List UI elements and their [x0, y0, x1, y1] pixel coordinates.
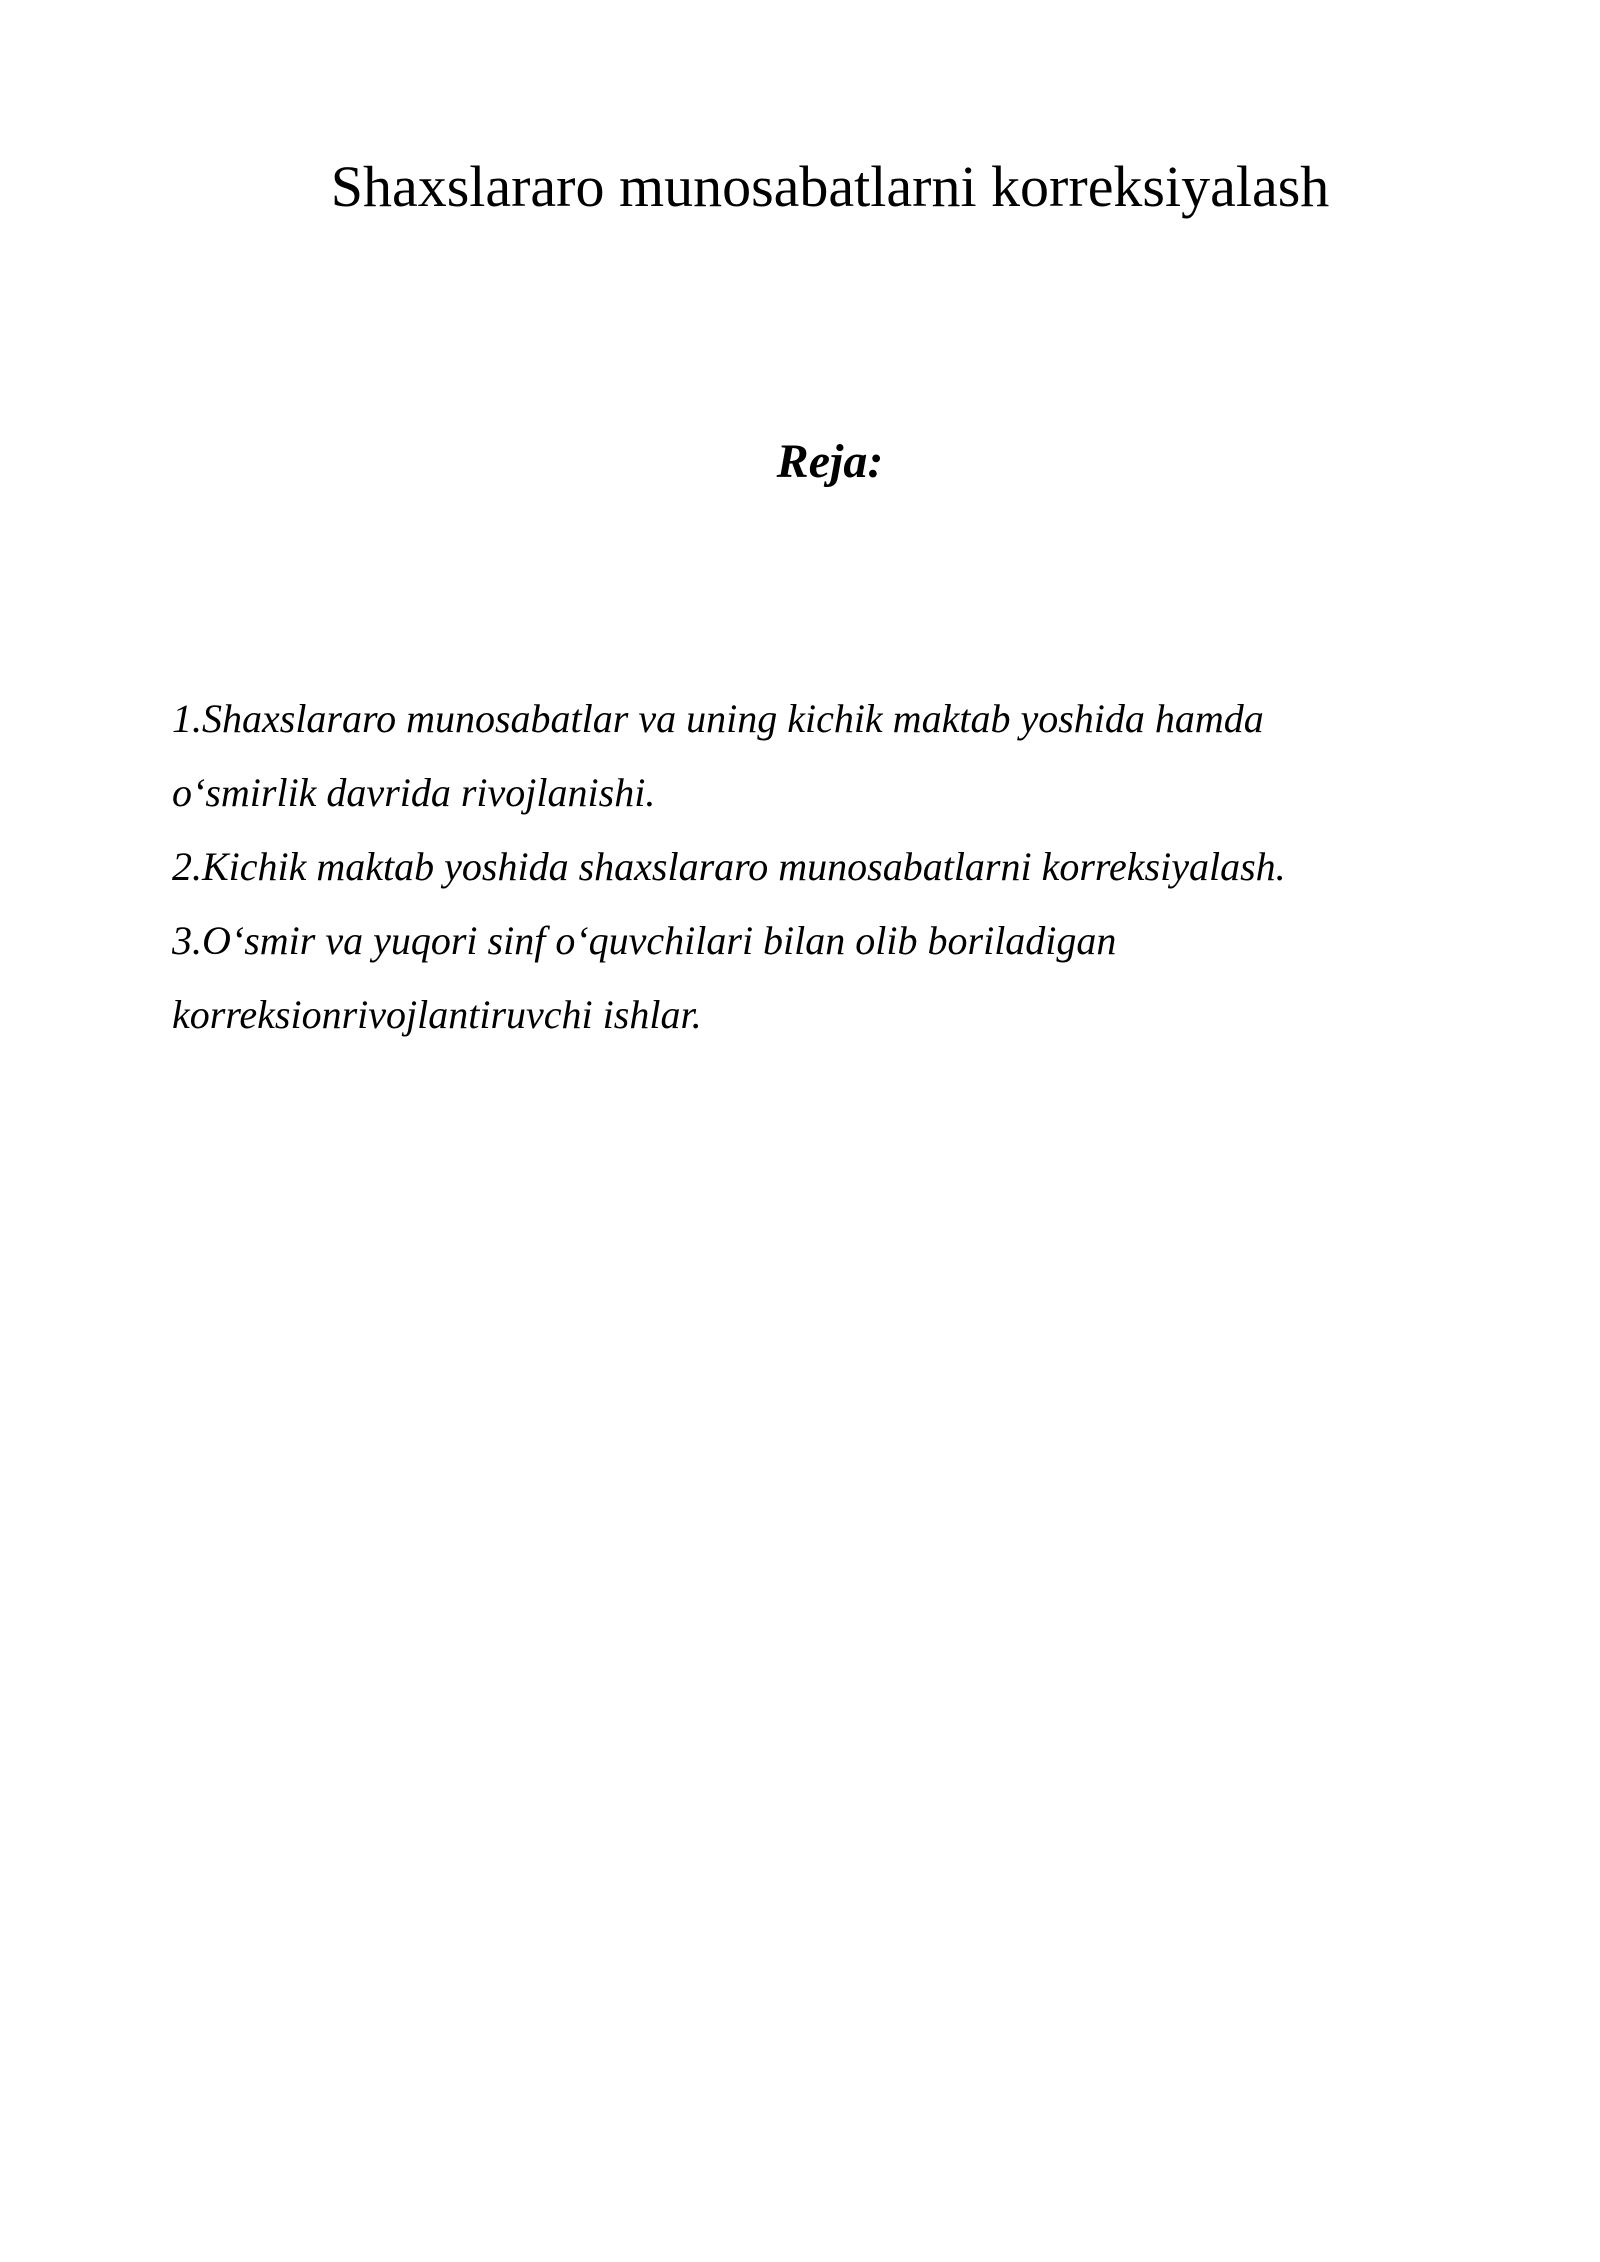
plan-heading: Reja: — [776, 435, 884, 488]
plan-line: 1.Shaxslararo munosabatlar va uning kichik maktab yoshida hamda — [172, 696, 1264, 741]
plan-list — [172, 682, 1432, 1052]
document-title: Shaxslararo munosabatlarni korreksiyalash — [330, 154, 1330, 219]
plan-line: 3.O‘smir va yuqori sinf o‘quvchilari bilan olib boriladigan — [172, 918, 1117, 963]
plan-line: korreksionrivojlantiruvchi ishlar. — [172, 992, 702, 1037]
plan-line: 2.Kichik maktab yoshida shaxslararo munosabatlarni korreksiyalash. — [172, 844, 1286, 889]
plan-line: o‘smirlik davrida rivojlanishi. — [172, 770, 656, 815]
